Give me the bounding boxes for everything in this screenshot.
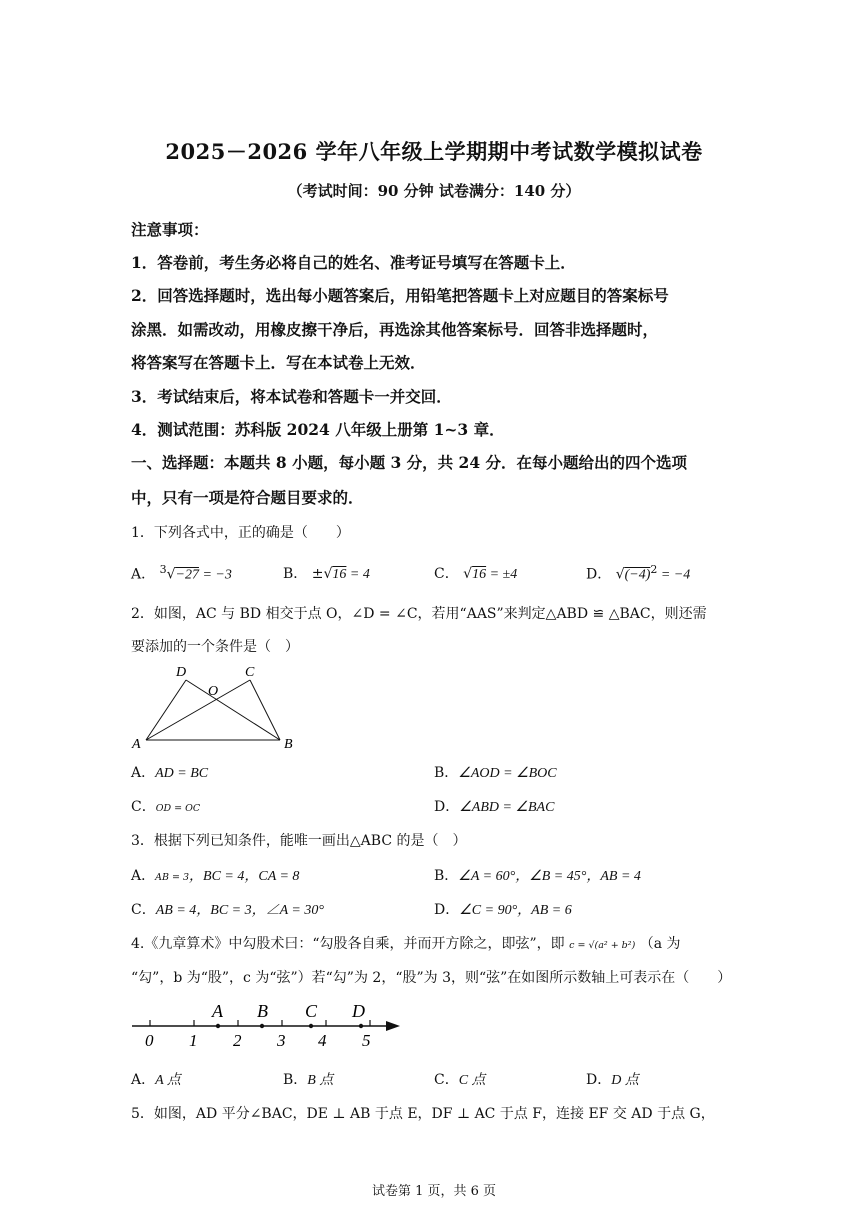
q2-option-a: A．AD = BC [131, 765, 209, 781]
label-b: B [284, 737, 293, 752]
point-c-dot [309, 1024, 313, 1028]
note-line: 将答案写在答题卡上．写在本试卷上无效． [131, 353, 426, 372]
label-o: O [208, 684, 219, 699]
q4-formula: c = √(a² + b²) [569, 940, 636, 951]
question-5-stem: 5．如图，AD 平分∠BAC，DE ⊥ AB 于点 E，DF ⊥ AC 于点 F，连接 EF 交 AD 于点 G， [131, 1106, 715, 1122]
page-subtitle: （考试时间：90 分钟 试卷满分：140 分） [287, 182, 581, 200]
question-4-stem: “勾”，b 为“股”，c 为“弦”）若“勾”为 2，“股”为 3，则“弦”在如图所示数轴上可表示在（ ） [131, 970, 732, 986]
q2-option-c: C．OD = OC [131, 799, 201, 815]
q4-option-c: C．C 点 [434, 1072, 486, 1088]
q1-option-c: C． √16 = ±4 [434, 566, 518, 582]
point-d-label: D [352, 1001, 365, 1021]
segment-bd [186, 680, 280, 740]
q2-option-b: B．∠AOD = ∠BOC [434, 765, 557, 781]
page-footer: 试卷第 1 页，共 6 页 [371, 1184, 497, 1199]
tick-label-2: 2 [233, 1031, 242, 1050]
q2-option-d: D．∠ABD = ∠BAC [434, 799, 555, 815]
page-title: 2025－2026 学年八年级上学期期中考试数学模拟试卷 [165, 139, 703, 164]
q1-option-a: A． $^3$√−27 = −3 [131, 563, 232, 583]
question-2-stem: 2．如图，AC 与 BD 相交于点 O，∠D = ∠C，若用“AAS”来判定△ABD ≌ △BAC，则还需 [131, 606, 707, 622]
note-line: 涂黑．如需改动，用橡皮擦干净后，再选涂其他答案标号．回答非选择题时， [131, 320, 659, 339]
tick-label-4: 4 [318, 1031, 327, 1050]
tick-label-3: 3 [277, 1031, 286, 1050]
question-4-stem: 4.《九章算术》中勾股术曰：“勾股各自乘，并而开方除之，即弦”，即 c = √(a² + b²) （a 为 [131, 936, 681, 952]
point-d-dot [359, 1024, 363, 1028]
q4-option-a: A．A 点 [131, 1072, 181, 1088]
q4-option-d: D．D 点 [586, 1072, 639, 1088]
point-b-dot [260, 1024, 264, 1028]
axis-arrow [386, 1021, 400, 1031]
segment-ad [146, 680, 186, 740]
q1-option-d: D． $√(-4)^2 = -4$ [586, 563, 691, 583]
segment-ac [146, 680, 250, 740]
label-c: C [245, 665, 255, 680]
tick-label-0: 0 [145, 1031, 154, 1050]
q4-option-b: B．B 点 [283, 1072, 334, 1088]
q3-option-b: B．∠A = 60°，∠B = 45°，AB = 4 [434, 868, 641, 884]
point-b-label: B [257, 1001, 268, 1021]
note-line: 4．测试范围：苏科版 2024 八年级上册第 1~3 章． [131, 420, 505, 439]
note-line: 3．考试结束后，将本试卷和答题卡一并交回． [131, 387, 452, 406]
label-a: A [132, 737, 141, 752]
tick-label-5: 5 [362, 1031, 371, 1050]
tick-label-1: 1 [189, 1031, 198, 1050]
section-heading: 一、选择题：本题共 8 小题，每小题 3 分，共 24 分．在每小题给出的四个选项 [131, 453, 688, 472]
section-heading: 中，只有一项是符合题目要求的． [131, 488, 364, 507]
label-d: D [176, 665, 187, 680]
note-line: 2．回答选择题时，选出每小题答案后，用铅笔把答题卡上对应题目的答案标号 [131, 286, 669, 305]
q3-option-a: A．AB = 3，BC = 4，CA = 8 [131, 868, 300, 884]
q1-option-b: B． ±√16 = 4 [283, 566, 370, 582]
q4-number-line [128, 996, 408, 1054]
q3-option-c: C．AB = 4，BC = 3，∠A = 30° [131, 902, 324, 918]
note-line: 1．答卷前，考生务必将自己的姓名、准考证号填写在答题卡上． [131, 253, 576, 272]
question-1-stem: 1．下列各式中，正的确是（ ） [131, 525, 350, 541]
point-c-label: C [305, 1001, 318, 1021]
question-2-stem: 要添加的一个条件是（ ） [131, 639, 299, 655]
point-a-dot [216, 1024, 220, 1028]
question-3-stem: 3．根据下列已知条件，能唯一画出△ABC 的是（ ） [131, 833, 467, 849]
q3-option-d: D．∠C = 90°，AB = 6 [434, 902, 572, 918]
notes-heading: 注意事项： [131, 220, 209, 239]
q2-figure [128, 662, 308, 754]
point-a-label: A [212, 1001, 223, 1021]
